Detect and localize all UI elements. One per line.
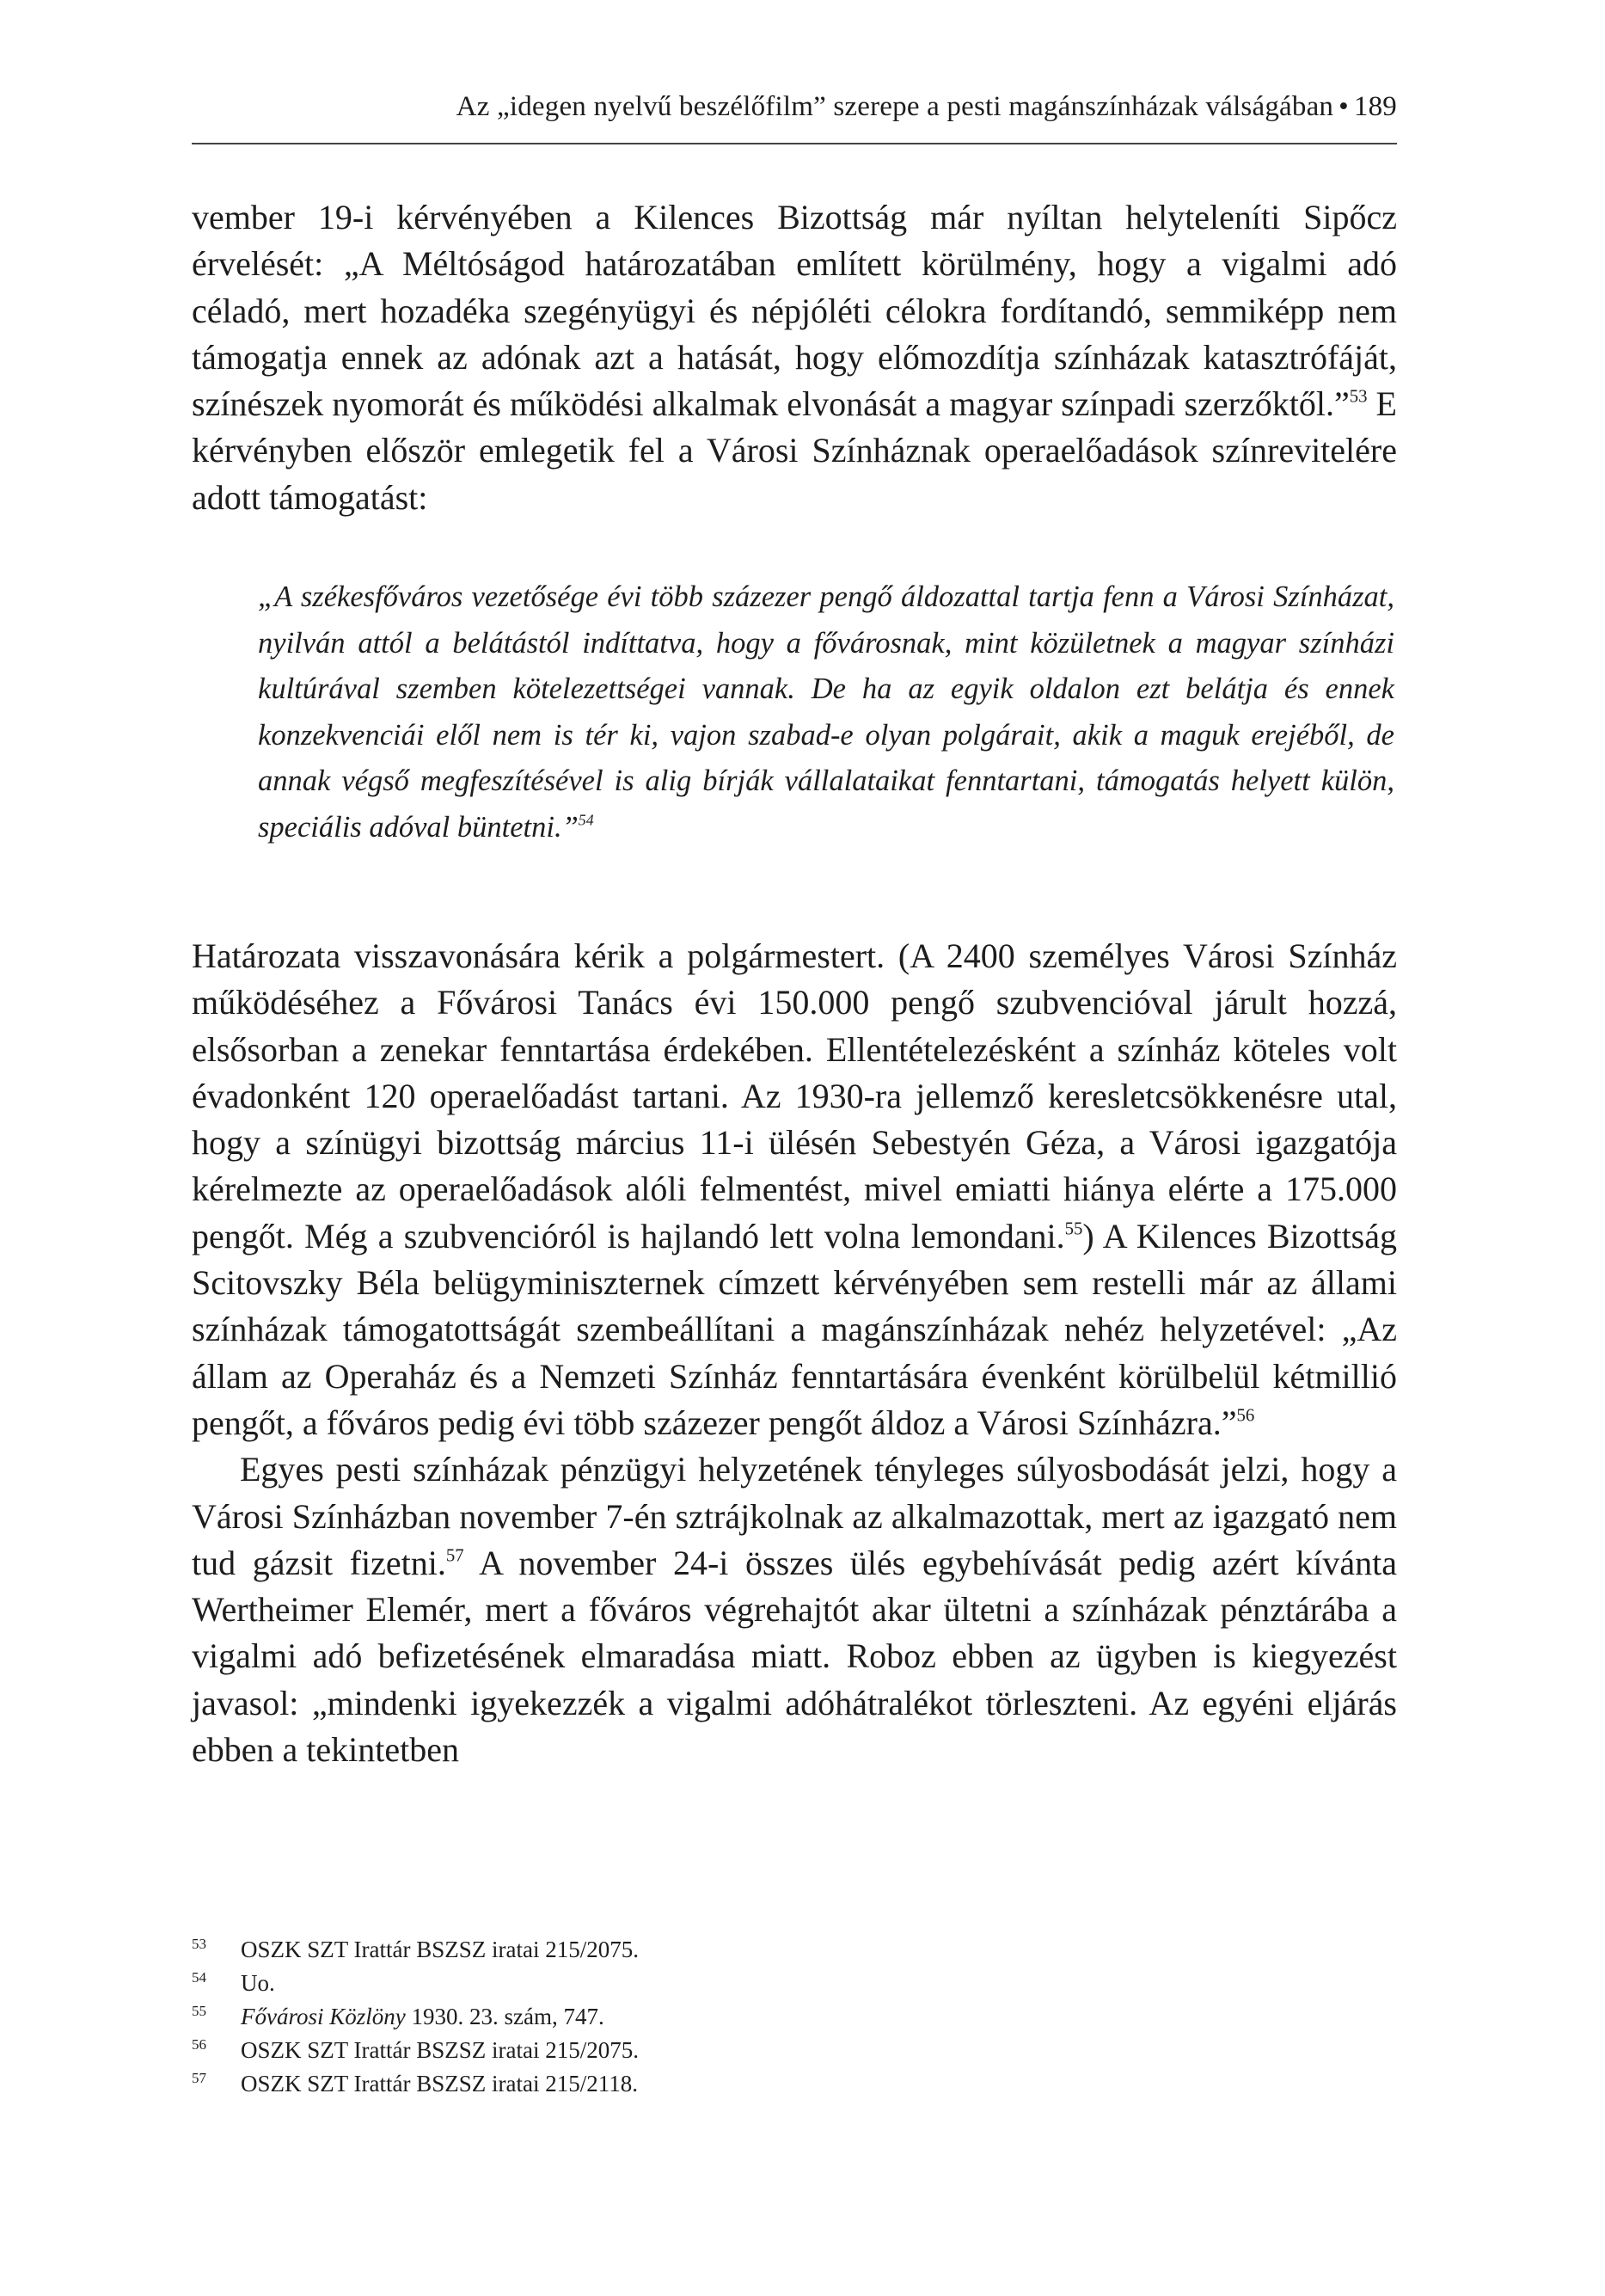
footnote-number: 55 <box>192 2003 206 2019</box>
paragraph-2 <box>192 933 1397 1446</box>
footnote-ref-55: 55 <box>1064 1219 1083 1239</box>
footnote-number: 54 <box>192 1969 206 1986</box>
paragraph-1-text-b: E kérvényben először emlegetik fel a Városi Színháznak operaelőadások színrevitelére adott támogatást: <box>192 384 1397 517</box>
footnote-ref-56: 56 <box>1236 1405 1255 1426</box>
footnote-ref-53: 53 <box>1349 386 1368 407</box>
footnote <box>192 1967 1397 2000</box>
footnote-ref-57: 57 <box>445 1545 464 1566</box>
footnote-text: OSZK SZT Irattár BSZSZ iratai 215/2118. <box>241 2071 638 2096</box>
paragraph-1-text-a: vember 19-i kérvényében a Kilences Bizottság már nyíltan helyteleníti Sipőcz érvelését: „A Méltóságod határozatában említett körülmény, hogy a vigalmi adó céladó, mert hozadéka szegényügyi és népjóléti célokra fordítandó, semmiképp nem támogatja ennek az adónak azt a hatását, hogy előmozdítja színházak katasztrófáját, színészek nyomorát és működési alkalmak elvonását a magyar színpadi szerzőktől.” <box>192 198 1397 424</box>
footnote <box>192 1933 1397 1967</box>
block-quote <box>258 574 1394 850</box>
paragraph-3-text-b: A november 24-i összes ülés egybehívását pedig azért kívánta Wertheimer Elemér, mert a főváros végrehajtót akar ültetni a színházak pénztárába a vigalmi adó befizetésének elmaradása miatt. Roboz ebben az ügyben is kiegyezést javasol: „mindenki igyekezzék a vigalmi adóhátralékot törleszteni. Az egyéni eljárás ebben a tekintetben <box>192 1543 1397 1770</box>
page-number: 189 <box>1353 91 1397 122</box>
footnote-text: Uo. <box>241 1970 275 1996</box>
paragraph-2-text-b: ) A Kilences Bizottság Scitovszky Béla belügyminiszternek címzett kérvényében sem restelli már az állami színházak támogatottságát szembeállítani a magánszínházak nehéz helyzetével: „Az állam az Operaház és a Nemzeti Színház fenntartására évenként körülbelül kétmillió pengőt, a főváros pedig évi több százezer pengőt áldoz a Városi Színházra.” <box>192 1216 1398 1442</box>
block-quote-text: „A székesfőváros vezetősége évi több százezer pengő áldozattal tartja fenn a Városi Színházat, nyilván attól a belátástól indíttatva, hogy a fővárosnak, mint közületnek a magyar színházi kultúrával szemben kötelezettségei vannak. De ha az egyik oldalon ezt belátja és ennek konzekvenciái elől nem is tér ki, vajon szabad-e olyan polgárait, akik a maguk erejéből, de annak végső megfeszítésével is alig bírják vállalataikat fenntartani, támogatás helyett külön, speciális adóval büntetni.” <box>258 580 1394 844</box>
body-text-continued <box>192 933 1397 1773</box>
running-title: Az „idegen nyelvű beszélőfilm” szerepe a pesti magánszínházak válságában <box>456 91 1334 122</box>
footnote-number: 56 <box>192 2036 206 2053</box>
paragraph-2-text-a: Határozata visszavonására kérik a polgármestert. (A 2400 személyes Városi Színház működéséhez a Fővárosi Tanács évi 150.000 pengő szubvencióval járult hozzá, elsősorban a zenekar fenntartása érdekében. Ellentételezésként a színház köteles volt évadonként 120 operaelőadást tartani. Az 1930-ra jellemző keresletcsökkenésre utal, hogy a színügyi bizottság március 11-i ülésén Sebestyén Géza, a Városi igazgatója kérelmezte az operaelőadások alóli felmentést, mivel emiatti hiánya elérte a 175.000 pengőt. Még a szubvencióról is hajlandó lett volna lemondani. <box>192 936 1397 1255</box>
footnote-text: Fővárosi Közlöny 1930. 23. szám, 747. <box>241 2004 604 2029</box>
footnote <box>192 2000 1397 2034</box>
header-rule <box>192 143 1397 144</box>
footnote-number: 53 <box>192 1936 206 1952</box>
footnote-text: OSZK SZT Irattár BSZSZ iratai 215/2075. <box>241 1937 639 1962</box>
footnote-ref-54: 54 <box>578 811 594 829</box>
footnote <box>192 2067 1397 2101</box>
book-page <box>192 0 1397 2296</box>
footnote <box>192 2034 1397 2067</box>
footnotes <box>192 1933 1397 2101</box>
paragraph-1 <box>192 194 1397 521</box>
header-bullet: • <box>1339 91 1349 122</box>
paragraph-3-text-a: Egyes pesti színházak pénzügyi helyzetének tényleges súlyosbodását jelzi, hogy a Városi Színházban november 7-én sztrájkolnak az alkalmazottak, mert az igazgató nem tud gázsit fizetni. <box>192 1450 1397 1582</box>
footnote-italic-title: Fővárosi Közlöny <box>241 2004 406 2029</box>
paragraph-3 <box>192 1446 1397 1773</box>
footnote-number: 57 <box>192 2070 206 2086</box>
running-header <box>192 91 1397 123</box>
footnote-text: OSZK SZT Irattár BSZSZ iratai 215/2075. <box>241 2037 639 2063</box>
